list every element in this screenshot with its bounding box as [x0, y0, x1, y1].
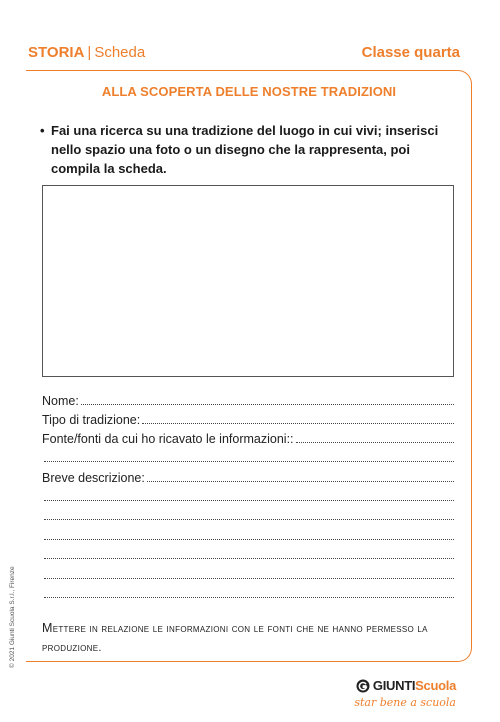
note-text: ettere in relazione le informazioni con le fonti che ne hanno permesso la produzione. [42, 623, 428, 654]
section-label: Scheda [94, 44, 146, 61]
dotted-line [81, 404, 454, 405]
dotted-line [44, 578, 454, 579]
header-separator: | [87, 44, 92, 61]
brand-part2: Scuola [415, 678, 456, 693]
bullet-icon: • [40, 123, 45, 138]
brand-part1: GIUNTI [372, 678, 416, 693]
instruction-text [40, 121, 460, 178]
description-line[interactable] [42, 585, 454, 601]
dotted-line [44, 461, 454, 462]
dotted-line [44, 519, 454, 520]
copyright-text: © 2021 Giunti Scuola S.r.l., Firenze [9, 566, 16, 668]
description-field[interactable] [42, 469, 454, 485]
dotted-line [44, 597, 454, 598]
brand-tagline: star bene a scuola [354, 696, 456, 709]
dotted-line [44, 500, 454, 501]
description-line[interactable] [42, 488, 454, 504]
worksheet-title: ALLA SCOPERTA DELLE NOSTRE TRADIZIONI [101, 84, 397, 99]
tradition-type-field[interactable] [42, 411, 454, 427]
instruction-body: Fai una ricerca su una tradizione del luogo in cui vivi; inserisci nello spazio una foto o un disegno che la rappresenta, poi compila la scheda. [51, 123, 439, 176]
description-line[interactable] [42, 546, 454, 562]
note-initial: M [42, 621, 53, 635]
description-line[interactable] [42, 527, 454, 543]
dotted-line [147, 481, 454, 482]
brand-wordmark [356, 678, 456, 693]
sources-label: Fonte/fonti da cui ho ricavato le informazioni:: [42, 432, 294, 446]
dotted-line [44, 558, 454, 559]
header-subject [28, 44, 145, 61]
description-label: Breve descrizione: [42, 471, 145, 485]
dotted-line [296, 442, 454, 443]
grade-label: Classe quarta [361, 44, 460, 61]
name-field[interactable] [42, 392, 454, 408]
subject-label: STORIA [28, 44, 85, 61]
giunti-scuola-logo [326, 678, 456, 714]
sources-field-continued[interactable] [42, 449, 454, 465]
dotted-line [142, 423, 454, 424]
dotted-line [44, 539, 454, 540]
description-line[interactable] [42, 507, 454, 523]
description-line[interactable] [42, 566, 454, 582]
photo-drawing-box[interactable] [42, 185, 454, 377]
teacher-note [42, 619, 462, 658]
sources-field[interactable] [42, 430, 454, 446]
name-label: Nome: [42, 394, 79, 408]
tradition-type-label: Tipo di tradizione: [42, 413, 141, 427]
giunti-g-icon [356, 679, 370, 693]
